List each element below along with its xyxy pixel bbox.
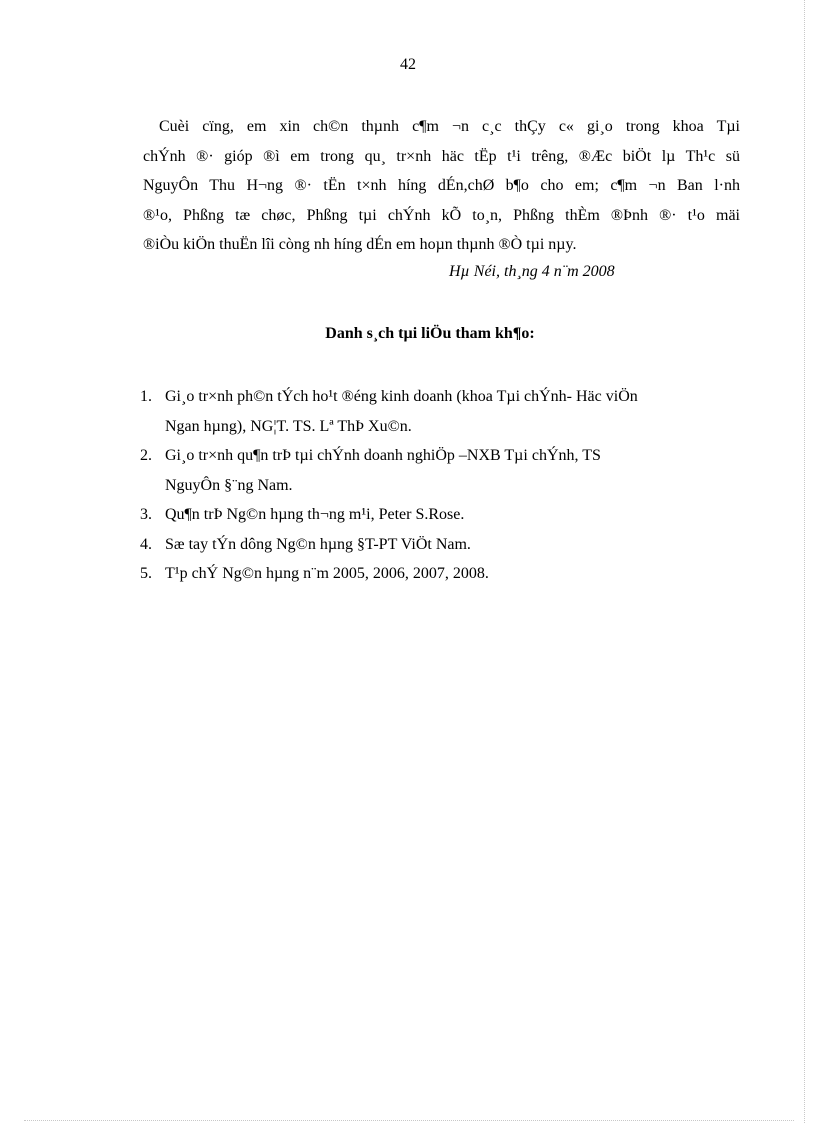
reference-line: Gi¸o tr×nh qu¶n trÞ tµi chÝnh doanh nghiÖp –NXB Tµi chÝnh, TS	[165, 447, 601, 464]
reference-number: 2.	[140, 447, 152, 464]
paragraph-line: NguyÔn Thu H¬ng ®· tËn t×nh híng dÉn,chØ b¶o cho em; c¶m ¬n Ban l·nh	[143, 177, 740, 194]
reference-item	[140, 441, 740, 500]
references-list	[140, 382, 740, 589]
reference-number: 1.	[140, 388, 152, 405]
reference-item	[140, 530, 740, 560]
page-number: 42	[400, 56, 416, 73]
reference-number: 5.	[140, 565, 152, 582]
page-edge-divider	[804, 0, 805, 1123]
reference-line: Sæ tay tÝn dông Ng©n hµng §T-PT ViÖt Nam.	[165, 535, 471, 553]
signature-date: Hµ Néi, th¸ng 4 n¨m 2008	[449, 263, 615, 280]
reference-line: NguyÔn §¨ng Nam.	[165, 476, 293, 494]
page-bottom-divider	[24, 1120, 794, 1121]
reference-item	[140, 382, 740, 441]
reference-line: T¹p chÝ Ng©n hµng n¨m 2005, 2006, 2007, 2008.	[165, 565, 489, 582]
reference-number: 4.	[140, 535, 152, 553]
acknowledgement-paragraph	[143, 112, 740, 260]
reference-item	[140, 559, 740, 589]
reference-line: Ngan hµng), NG¦T. TS. Lª ThÞ Xu©n.	[165, 417, 412, 435]
reference-line: Qu¶n trÞ Ng©n hµng th¬ng m¹i, Peter S.Rose.	[165, 506, 465, 523]
paragraph-line: Cuèi cïng, em xin ch©n thµnh c¶m ¬n c¸c thÇy c« gi¸o trong khoa Tµi	[159, 118, 740, 135]
reference-line: Gi¸o tr×nh ph©n tÝch ho¹t ®éng kinh doanh (khoa Tµi chÝnh- Häc viÖn	[165, 388, 638, 405]
references-heading: Danh s¸ch tµi liÖu tham kh¶o:	[325, 325, 535, 342]
reference-number: 3.	[140, 506, 152, 523]
reference-item	[140, 500, 740, 530]
paragraph-line: chÝnh ®· gióp ®ì em trong qu¸ tr×nh häc tËp t¹i trêng, ®Æc biÖt lµ Th¹c sü	[143, 147, 740, 165]
paragraph-line: ®iÒu kiÖn thuËn lîi còng nh híng dÉn em hoµn thµnh ®Ò tµi nµy.	[143, 236, 577, 253]
paragraph-line: ®¹o, Phßng tæ chøc, Phßng tµi chÝnh kÕ to¸n, Phßng thÈm ®Þnh ®· t¹o mäi	[143, 206, 740, 224]
